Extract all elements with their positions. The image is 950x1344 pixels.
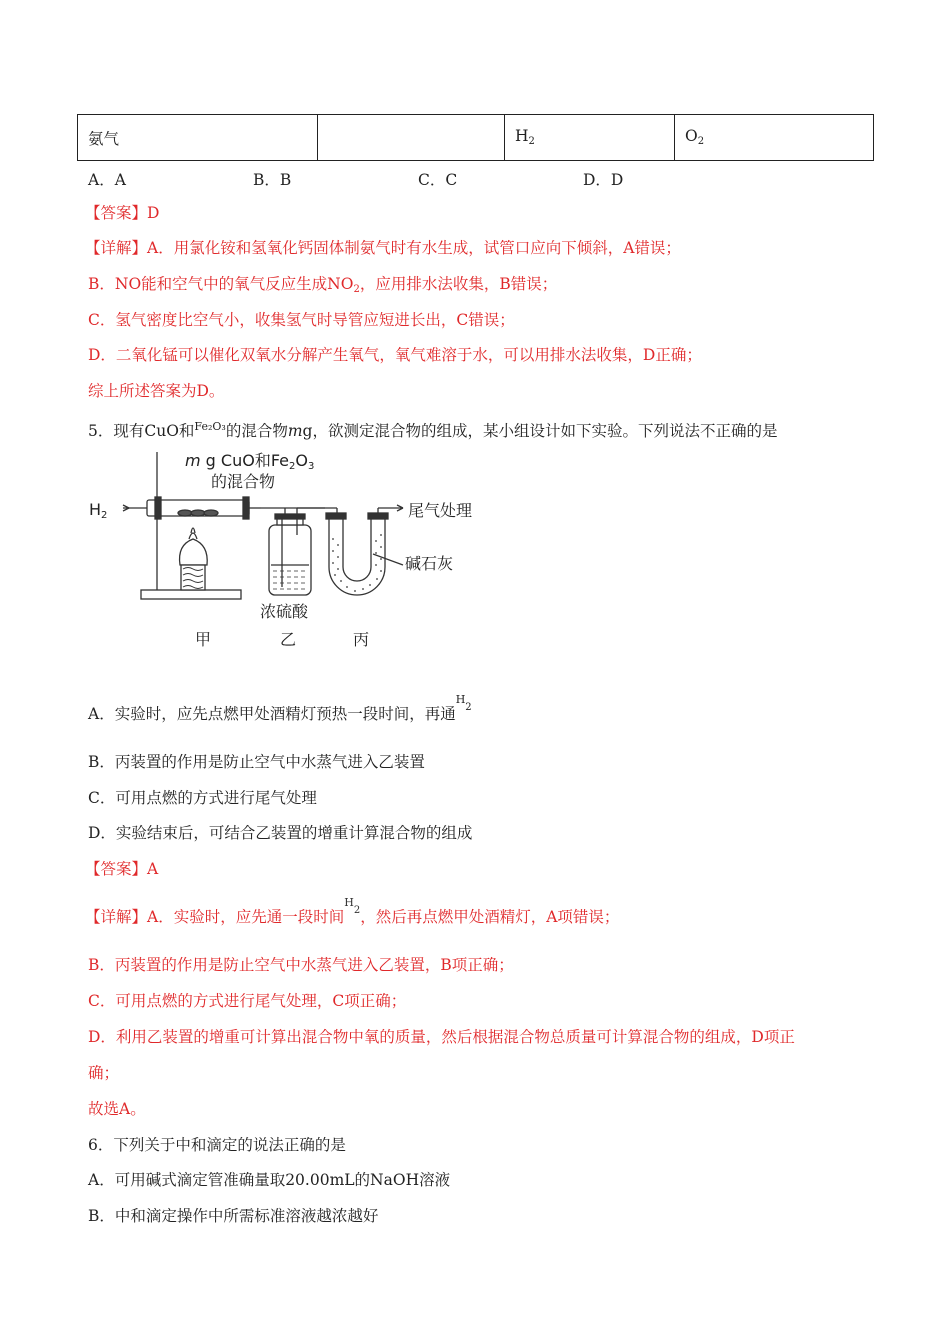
q4-summary: 综上所述答案为D。 — [88, 382, 225, 400]
tail-gas-label: 尾气处理 — [408, 501, 473, 520]
q5-detail-a: 【详解】A．实验时，应先通一段时间$^{H2}$，然后再点燃甲处酒精灯，A项错误； — [85, 896, 620, 926]
q5-option-d: D．实验结束后，可结合乙装置的增重计算混合物的组成 — [88, 824, 473, 842]
label-bing: 丙 — [353, 630, 370, 649]
q6-stem: 6．下列关于中和滴定的说法正确的是 — [88, 1136, 346, 1154]
apparatus-diagram — [85, 447, 515, 652]
q5-detail-d: D．利用乙装置的增重可计算出混合物中氧的质量，然后根据混合物总质量可计算混合物的组成，D项正 — [88, 1028, 795, 1046]
q4-option-d: D．D — [583, 171, 624, 189]
q5-option-a: A．实验时，应先点燃甲处酒精灯预热一段时间，再通$^{H2}$ — [88, 693, 472, 723]
q6-option-a: A．可用碱式滴定管准确量取20.00mL的NaOH溶液 — [88, 1171, 451, 1189]
sample-label: m g CuO和$Fe_2O_3$ — [185, 451, 315, 472]
q4-option-a: A．A — [88, 171, 126, 189]
q5-option-b: B．丙装置的作用是防止空气中水蒸气进入乙装置 — [88, 753, 425, 771]
q4-detail-d: D．二氧化锰可以催化双氧水分解产生氧气，氧气难溶于水，可以用排水法收集，D正确； — [88, 346, 702, 364]
label-yi: 乙 — [280, 630, 297, 649]
sample-label-2: 的混合物 — [211, 472, 276, 491]
h2-inlet-label: $H_2$ — [89, 500, 108, 521]
q4-answer: 【答案】D — [85, 204, 160, 222]
soda-lime-label: 碱石灰 — [405, 554, 454, 573]
reagent-table — [77, 114, 874, 161]
q6-option-b: B．中和滴定操作中所需标准溶液越浓越好 — [88, 1207, 379, 1225]
q5-summary: 故选A。 — [88, 1100, 146, 1118]
q4-option-b: B．B — [253, 171, 292, 189]
q5-detail-d-cont: 确； — [88, 1064, 120, 1082]
q4-option-c: C．C — [418, 171, 458, 189]
table-cell-o2: $O_2$ — [685, 127, 705, 147]
q5-answer: 【答案】A — [85, 860, 159, 878]
acid-label: 浓硫酸 — [260, 602, 309, 621]
q4-detail-c: C．氢气密度比空气小，收集氢气时导管应短进长出，C错误； — [88, 311, 515, 329]
table-cell-reagent: 氨气 — [78, 115, 318, 160]
label-jia: 甲 — [195, 630, 212, 649]
q5-stem: 5．现有CuO和$^{Fe_2O_3}$的混合物mg，欲测定混合物的组成，某小组设计如下实验。下列说法不正确的是 — [88, 420, 778, 440]
q4-detail-b: B．NO能和空气中的氧气反应生成$NO_2$，应用排水法收集，B错误； — [88, 275, 558, 295]
q5-detail-c: C．可用点燃的方式进行尾气处理，C项正确； — [88, 992, 407, 1010]
table-cell-empty — [318, 115, 505, 160]
q5-detail-b: B．丙装置的作用是防止空气中水蒸气进入乙装置，B项正确； — [88, 956, 514, 974]
table-cell-h2: $H_2$ — [505, 115, 675, 160]
q4-detail-a: 【详解】A．用氯化铵和氢氧化钙固体制氨气时有水生成，试管口应向下倾斜，A错误； — [85, 239, 681, 257]
q5-option-c: C．可用点燃的方式进行尾气处理 — [88, 789, 317, 807]
